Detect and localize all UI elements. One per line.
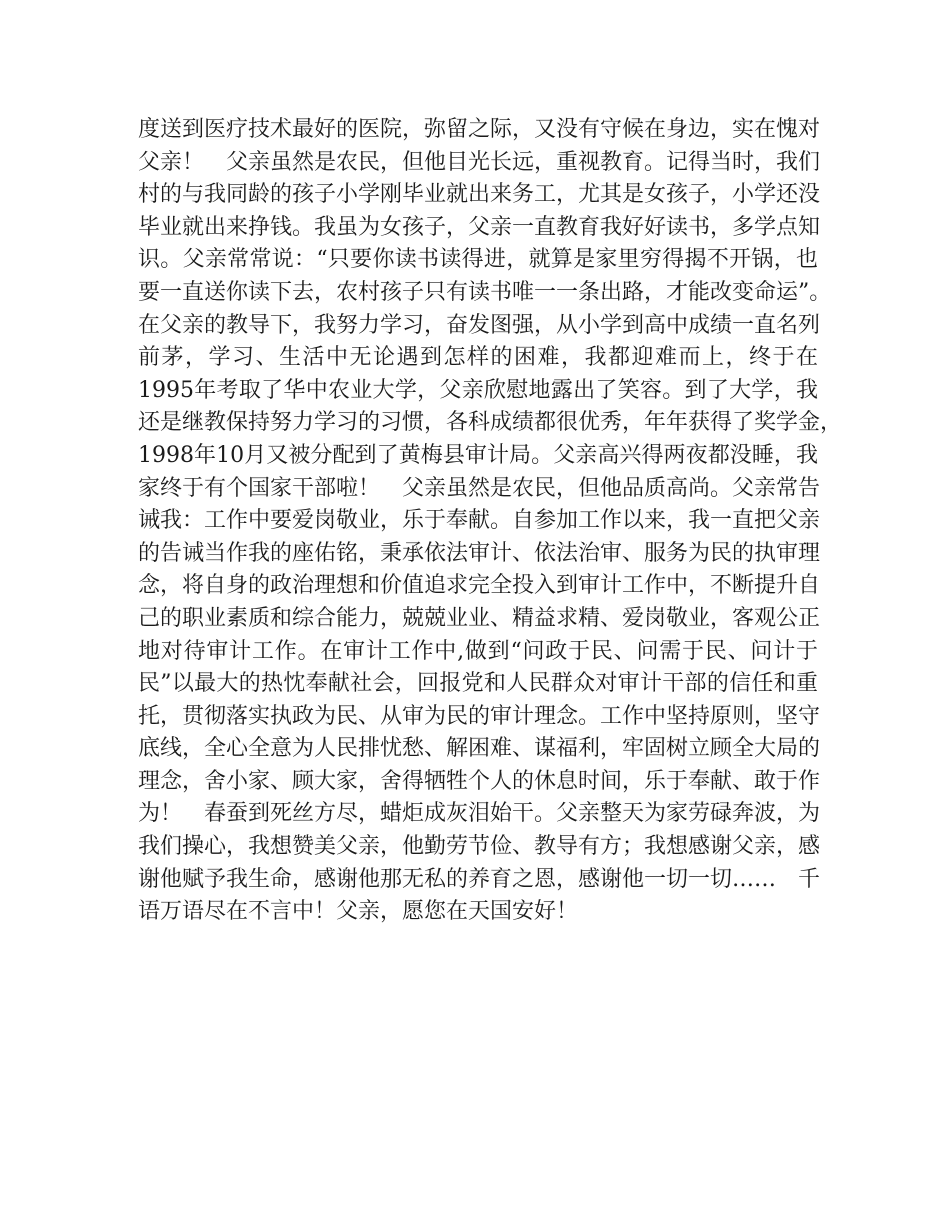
- text-line: 毕业就出来挣钱。我虽为女孩子，父亲一直教育我好好读书，多学点知: [138, 214, 821, 240]
- text-line: 识。父亲常常说：“只要你读书读得进，就算是家里穷得揭不开锅，也: [138, 247, 818, 273]
- text-line: 村的与我同龄的孩子小学刚毕业就出来务工，尤其是女孩子，小学还没: [138, 182, 821, 208]
- text-line: 1998年10月又被分配到了黄梅县审计局。父亲高兴得两夜都没睡，我: [138, 442, 818, 468]
- text-line: 的告诫当作我的座佑铭，秉承依法审计、依法治审、服务为民的执审理: [138, 540, 821, 566]
- text-line: 念，将自身的政治理想和价值追求完全投入到审计工作中，不断提升自: [138, 573, 821, 599]
- text-line: 己的职业素质和综合能力，兢兢业业、精益求精、爱岗敬业，客观公正: [138, 605, 821, 631]
- text-line: 托，贯彻落实执政为民、从审为民的审计理念。工作中坚持原则，坚守: [138, 703, 821, 729]
- text-line: 在父亲的教导下，我努力学习，奋发图强，从小学到高中成绩一直名列: [138, 312, 821, 338]
- text-line: 前茅，学习、生活中无论遇到怎样的困难，我都迎难而上，终于在: [138, 345, 818, 371]
- text-line: 家终于有个国家干部啦！ 父亲虽然是农民，但他品质高尚。父亲常告: [138, 475, 821, 501]
- text-line: 为！ 春蚕到死丝方尽，蜡炬成灰泪始干。父亲整天为家劳碌奔波，为: [138, 801, 821, 827]
- text-line: 还是继教保持努力学习的习惯，各科成绩都很优秀，年年获得了奖学金，: [138, 410, 843, 436]
- text-line: 1995年考取了华中农业大学，父亲欣慰地露出了笑容。到了大学，我: [138, 377, 818, 403]
- text-line: 我们操心，我想赞美父亲，他勤劳节俭、教导有方；我想感谢父亲，感: [138, 834, 821, 860]
- text-line: 度送到医疗技术最好的医院，弥留之际，又没有守候在身边，实在愧对: [138, 117, 821, 142]
- text-line: 谢他赋予我生命，感谢他那无私的养育之恩，感谢他一切一切…… 千: [138, 866, 821, 892]
- text-line: 诫我：工作中要爱岗敬业，乐于奉献。自参加工作以来，我一直把父亲: [138, 508, 821, 534]
- text-line: 语万语尽在不言中！父亲，愿您在天国安好！: [138, 899, 579, 925]
- text-line: 要一直送你读下去，农村孩子只有读书唯一一条出路，才能改变命运”。: [138, 279, 832, 305]
- text-line: 底线，全心全意为人民排忧愁、解困难、谋福利，牢固树立顾全大局的: [138, 736, 821, 762]
- text-line: 理念，舍小家、顾大家，舍得牺牲个人的休息时间，乐于奉献、敢于作: [138, 768, 821, 794]
- text-line: 父亲！ 父亲虽然是农民，但他目光长远，重视教育。记得当时，我们: [138, 149, 821, 175]
- body-text: [138, 114, 843, 929]
- text-line: 地对待审计工作。在审计工作中,做到“问政于民、问需于民、问计于: [138, 638, 818, 664]
- text-line: 民”以最大的热忱奉献社会，回报党和人民群众对审计干部的信任和重: [138, 671, 818, 697]
